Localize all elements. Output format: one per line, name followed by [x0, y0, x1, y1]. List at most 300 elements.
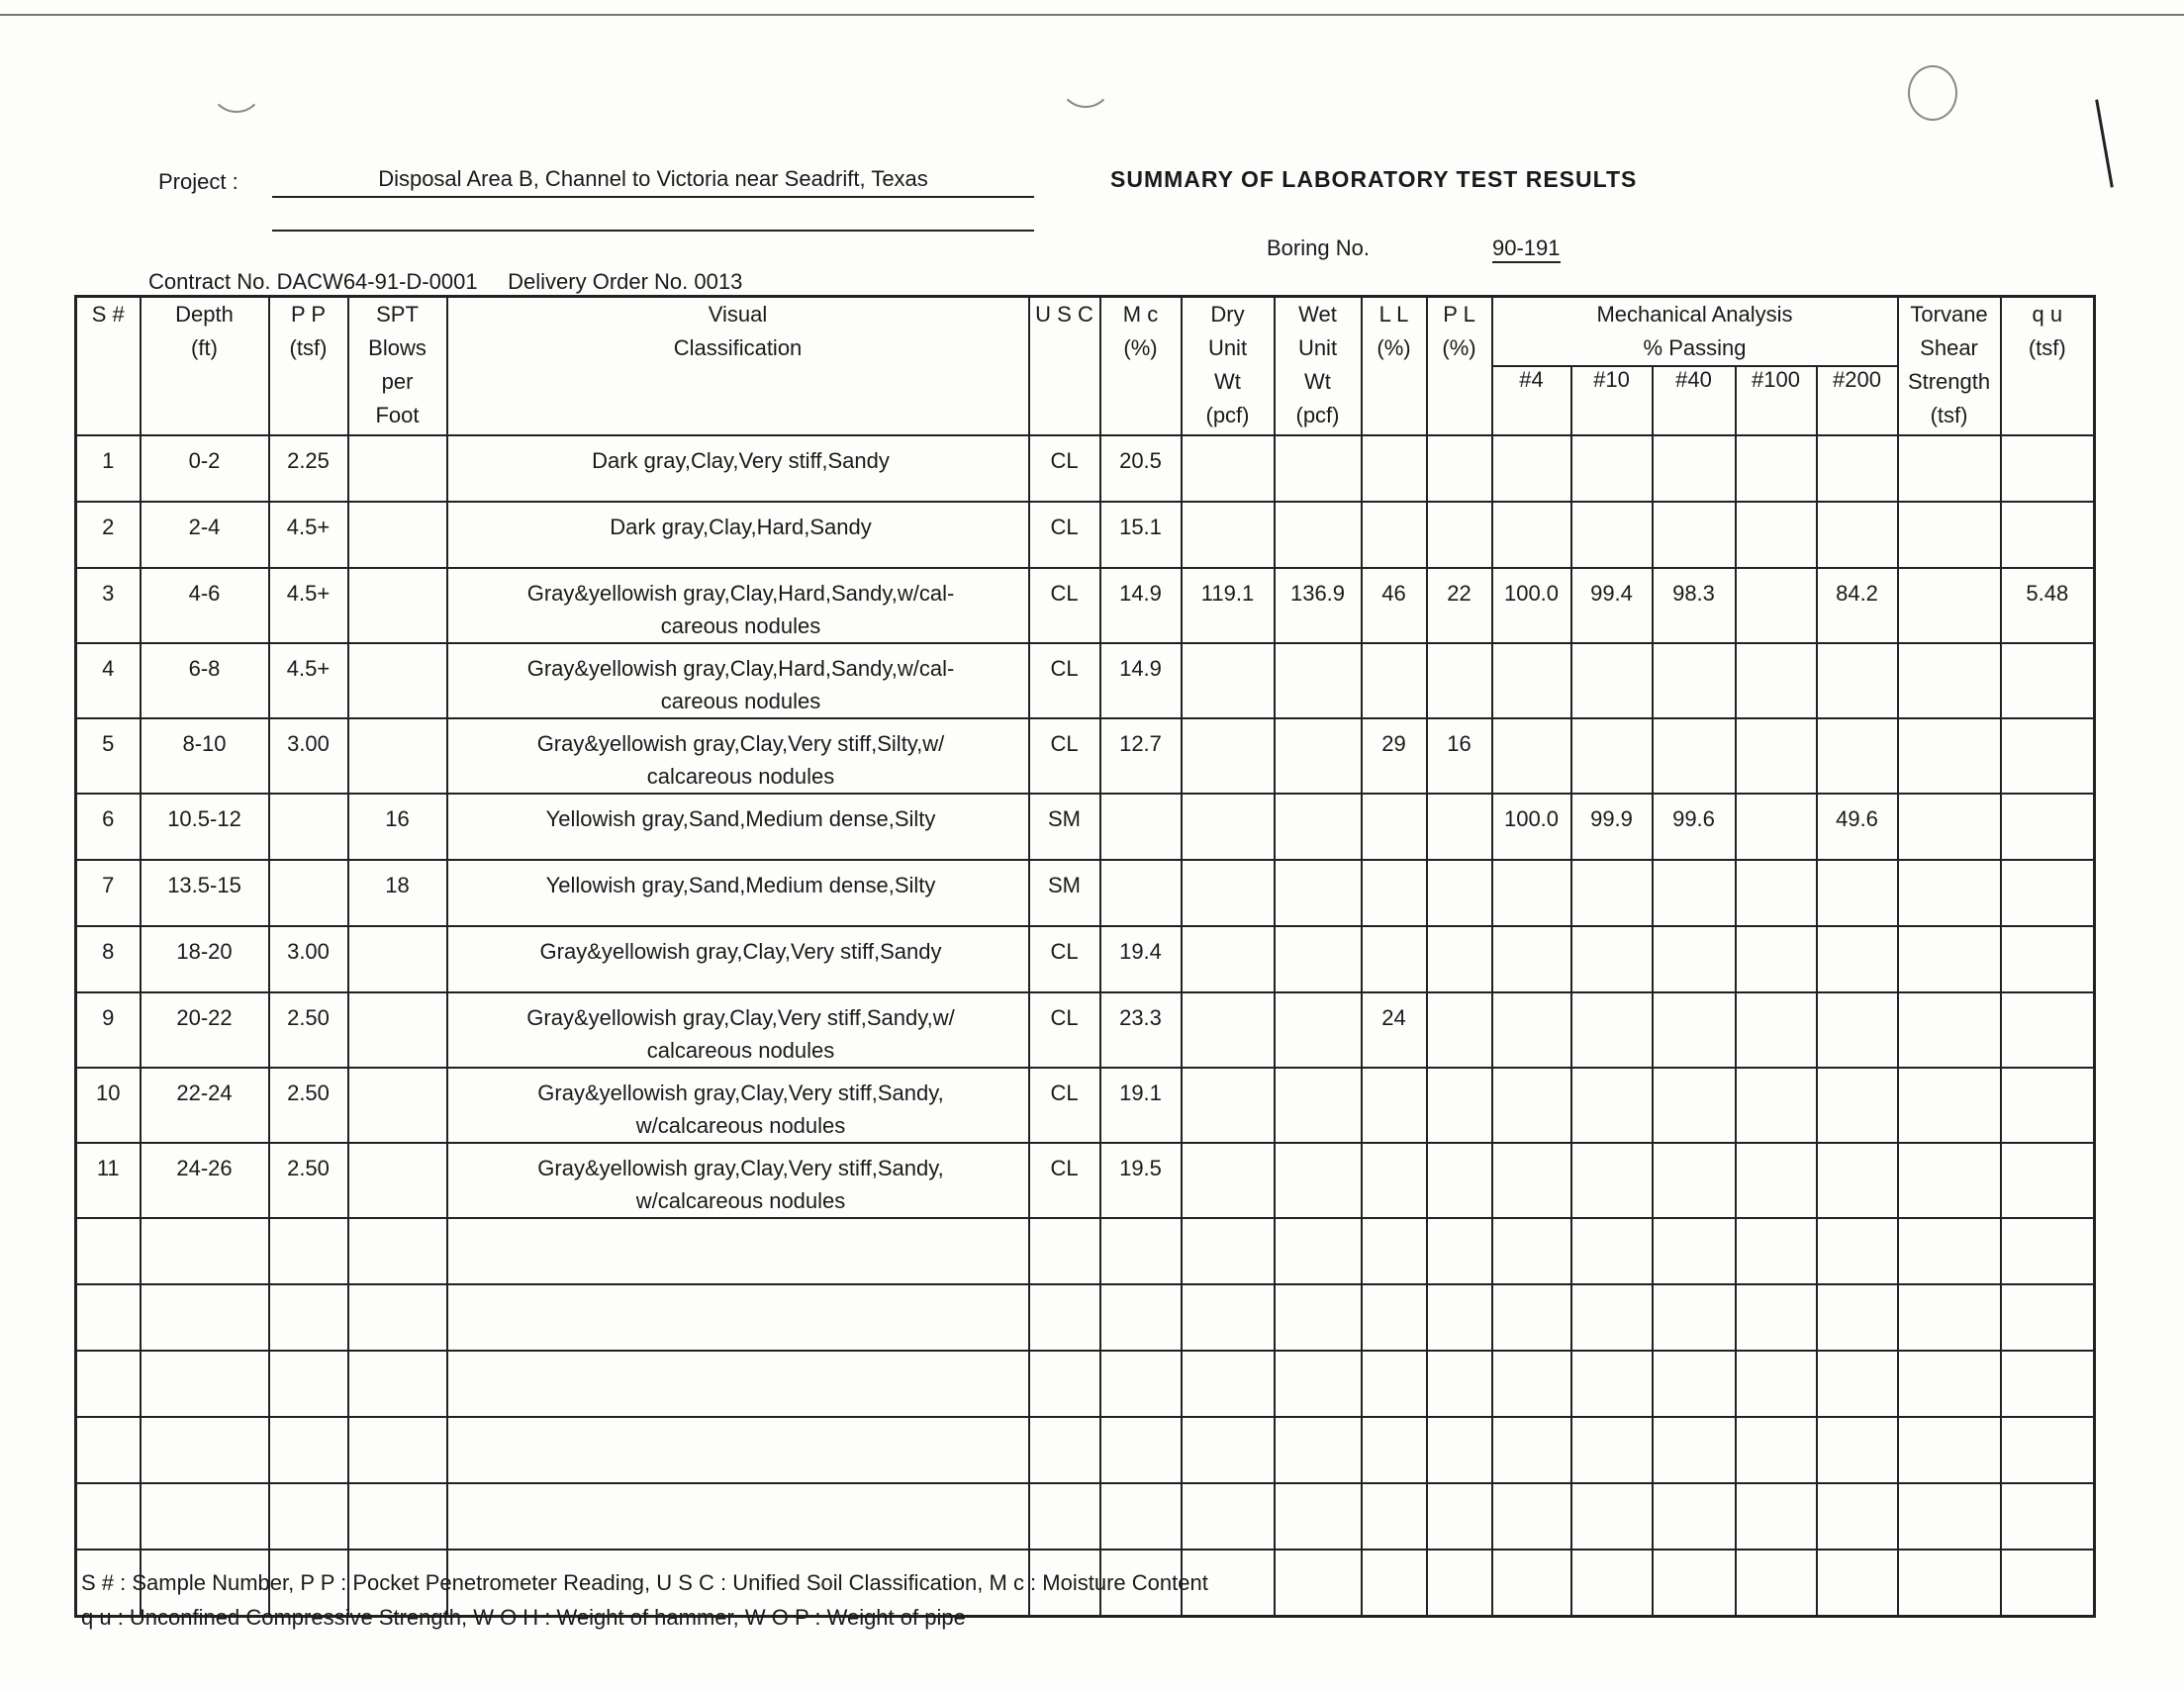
- cell-moisture: 19.1: [1100, 1068, 1182, 1143]
- class-line: careous nodules: [660, 613, 821, 638]
- cell-sieve-200: [1817, 1351, 1898, 1417]
- cell-usc: SM: [1029, 794, 1100, 860]
- cell-plastic-limit: [1427, 1143, 1492, 1218]
- col-header-usc: U S C: [1029, 297, 1100, 436]
- cell-sieve-10: [1571, 1143, 1653, 1218]
- cell-sieve-100: [1736, 1284, 1817, 1351]
- col-header-mech: Mechanical Analysis % Passing: [1492, 297, 1898, 367]
- cell-sieve-100: [1736, 794, 1817, 860]
- cell-qu: [2001, 926, 2095, 992]
- boring-label: Boring No.: [1267, 235, 1370, 260]
- cell-sieve-10: [1571, 860, 1653, 926]
- cell-visual-class: [447, 794, 1029, 860]
- lab-results-table: [74, 295, 2096, 1618]
- cell-depth: 8-10: [141, 718, 269, 794]
- class-line: Dark gray,Clay,Hard,Sandy: [610, 515, 872, 539]
- col-header-spt: SPT Blows per Foot: [348, 297, 447, 436]
- project-underline: [272, 230, 1034, 232]
- cell-depth: 0-2: [141, 435, 269, 502]
- cell-depth: 20-22: [141, 992, 269, 1068]
- cell-sieve-10: [1571, 1284, 1653, 1351]
- cell-sieve-40: [1653, 1351, 1736, 1417]
- cell-liquid-limit: [1362, 794, 1427, 860]
- col-header-sieve-40: #40: [1653, 366, 1736, 435]
- cell-sample-number: 11: [76, 1143, 141, 1218]
- cell-dry-unit-wt: [1182, 1284, 1275, 1351]
- cell-depth: 10.5-12: [141, 794, 269, 860]
- cell-wet-unit-wt: [1275, 1284, 1362, 1351]
- cell-sieve-40: 98.3: [1653, 568, 1736, 643]
- cell-moisture: 14.9: [1100, 643, 1182, 718]
- cell-usc: [1029, 1417, 1100, 1483]
- cell-moisture: [1100, 1483, 1182, 1550]
- cell-liquid-limit: 24: [1362, 992, 1427, 1068]
- col-header-depth: Depth (ft): [141, 297, 269, 436]
- cell-pocket-pen: [269, 1284, 348, 1351]
- table-row: [76, 926, 2095, 992]
- cell-depth: [141, 1483, 269, 1550]
- cell-pocket-pen: 2.25: [269, 435, 348, 502]
- cell-dry-unit-wt: [1182, 1068, 1275, 1143]
- cell-sample-number: 1: [76, 435, 141, 502]
- cell-dry-unit-wt: [1182, 435, 1275, 502]
- cell-plastic-limit: [1427, 643, 1492, 718]
- table-row: [76, 1218, 2095, 1284]
- cell-plastic-limit: [1427, 926, 1492, 992]
- cell-sample-number: [76, 1218, 141, 1284]
- cell-spt-blows: [348, 568, 447, 643]
- table-row: [76, 992, 2095, 1068]
- cell-torvane: [1898, 502, 2001, 568]
- cell-spt-blows: [348, 1417, 447, 1483]
- cell-plastic-limit: [1427, 860, 1492, 926]
- cell-torvane: [1898, 435, 2001, 502]
- cell-sieve-100: [1736, 926, 1817, 992]
- cell-qu: [2001, 1068, 2095, 1143]
- cell-usc: CL: [1029, 568, 1100, 643]
- cell-visual-class: [447, 568, 1029, 643]
- cell-pocket-pen: 2.50: [269, 1143, 348, 1218]
- cell-usc: CL: [1029, 1143, 1100, 1218]
- cell-visual-class: [447, 435, 1029, 502]
- cell-qu: [2001, 794, 2095, 860]
- cell-usc: [1029, 1218, 1100, 1284]
- cell-sieve-10: [1571, 926, 1653, 992]
- cell-sieve-100: [1736, 1417, 1817, 1483]
- table-row: [76, 435, 2095, 502]
- cell-pocket-pen: [269, 860, 348, 926]
- class-line: careous nodules: [660, 689, 821, 713]
- cell-torvane: [1898, 926, 2001, 992]
- cell-depth: 13.5-15: [141, 860, 269, 926]
- cell-sieve-10: [1571, 1068, 1653, 1143]
- cell-moisture: [1100, 1284, 1182, 1351]
- cell-visual-class: [447, 502, 1029, 568]
- cell-wet-unit-wt: [1275, 1218, 1362, 1284]
- col-header-ll: L L (%): [1362, 297, 1427, 436]
- boring-value: 90-191: [1492, 235, 1561, 263]
- cell-visual-class: [447, 1483, 1029, 1550]
- cell-torvane: [1898, 1550, 2001, 1616]
- cell-plastic-limit: [1427, 992, 1492, 1068]
- cell-sieve-40: [1653, 1218, 1736, 1284]
- cell-pocket-pen: [269, 1351, 348, 1417]
- punch-hole-mark: [1908, 65, 1957, 121]
- cell-wet-unit-wt: [1275, 860, 1362, 926]
- cell-sieve-100: [1736, 1483, 1817, 1550]
- cell-torvane: [1898, 860, 2001, 926]
- col-header-sieve-100: #100: [1736, 366, 1817, 435]
- cell-dry-unit-wt: [1182, 992, 1275, 1068]
- cell-sieve-200: [1817, 1218, 1898, 1284]
- cell-depth: 22-24: [141, 1068, 269, 1143]
- cell-dry-unit-wt: [1182, 860, 1275, 926]
- cell-torvane: [1898, 1351, 2001, 1417]
- cell-sieve-4: [1492, 643, 1571, 718]
- cell-usc: CL: [1029, 718, 1100, 794]
- cell-qu: [2001, 1218, 2095, 1284]
- cell-depth: [141, 1218, 269, 1284]
- class-line: Yellowish gray,Sand,Medium dense,Silty: [545, 873, 936, 897]
- cell-visual-class: [447, 1068, 1029, 1143]
- cell-moisture: 19.5: [1100, 1143, 1182, 1218]
- cell-depth: 4-6: [141, 568, 269, 643]
- cell-sieve-40: [1653, 643, 1736, 718]
- cell-liquid-limit: [1362, 1284, 1427, 1351]
- cell-sample-number: 2: [76, 502, 141, 568]
- cell-spt-blows: [348, 992, 447, 1068]
- cell-qu: [2001, 860, 2095, 926]
- cell-dry-unit-wt: [1182, 1143, 1275, 1218]
- cell-sample-number: [76, 1417, 141, 1483]
- cell-moisture: [1100, 1218, 1182, 1284]
- cell-sample-number: 4: [76, 643, 141, 718]
- cell-sieve-4: [1492, 1550, 1571, 1616]
- cell-sieve-40: [1653, 1143, 1736, 1218]
- project-label: Project :: [158, 169, 238, 194]
- cell-dry-unit-wt: [1182, 1218, 1275, 1284]
- col-header-qu: q u (tsf): [2001, 297, 2095, 436]
- cell-moisture: 15.1: [1100, 502, 1182, 568]
- col-header-visual: Visual Classification: [447, 297, 1029, 436]
- cell-plastic-limit: [1427, 1284, 1492, 1351]
- cell-moisture: [1100, 1417, 1182, 1483]
- cell-usc: [1029, 1483, 1100, 1550]
- cell-spt-blows: [348, 1218, 447, 1284]
- cell-sieve-4: [1492, 860, 1571, 926]
- cell-spt-blows: [348, 1068, 447, 1143]
- cell-spt-blows: [348, 718, 447, 794]
- cell-sieve-4: [1492, 435, 1571, 502]
- cell-usc: [1029, 1284, 1100, 1351]
- cell-plastic-limit: [1427, 435, 1492, 502]
- cell-sieve-10: [1571, 1550, 1653, 1616]
- cell-sieve-4: [1492, 1218, 1571, 1284]
- cell-sieve-200: [1817, 1483, 1898, 1550]
- cell-wet-unit-wt: [1275, 926, 1362, 992]
- cell-wet-unit-wt: [1275, 1550, 1362, 1616]
- punch-hole-mark: [210, 59, 263, 113]
- cell-plastic-limit: [1427, 794, 1492, 860]
- cell-liquid-limit: [1362, 502, 1427, 568]
- cell-sieve-100: [1736, 1550, 1817, 1616]
- binder-mark: [2095, 99, 2114, 187]
- cell-sieve-200: [1817, 1417, 1898, 1483]
- punch-hole-mark: [1059, 54, 1112, 108]
- col-header-sieve-200: #200: [1817, 366, 1898, 435]
- cell-visual-class: [447, 718, 1029, 794]
- cell-sieve-200: [1817, 1068, 1898, 1143]
- cell-sieve-4: [1492, 1483, 1571, 1550]
- cell-spt-blows: [348, 1284, 447, 1351]
- cell-sieve-4: [1492, 926, 1571, 992]
- cell-dry-unit-wt: [1182, 643, 1275, 718]
- cell-spt-blows: [348, 435, 447, 502]
- cell-usc: [1029, 1351, 1100, 1417]
- cell-torvane: [1898, 1483, 2001, 1550]
- col-header-pl: P L (%): [1427, 297, 1492, 436]
- table-row: [76, 1483, 2095, 1550]
- cell-wet-unit-wt: [1275, 1143, 1362, 1218]
- cell-dry-unit-wt: [1182, 1351, 1275, 1417]
- cell-torvane: [1898, 794, 2001, 860]
- table-row: [76, 1351, 2095, 1417]
- cell-torvane: [1898, 718, 2001, 794]
- footer-legend-line1: S # : Sample Number, P P : Pocket Penetrometer Reading, U S C : Unified Soil Classification, M c : Moisture Content: [81, 1570, 1208, 1595]
- cell-torvane: [1898, 992, 2001, 1068]
- cell-torvane: [1898, 1218, 2001, 1284]
- cell-pocket-pen: 2.50: [269, 1068, 348, 1143]
- class-line: w/calcareous nodules: [635, 1113, 846, 1138]
- cell-sieve-40: [1653, 1284, 1736, 1351]
- cell-sieve-10: [1571, 1483, 1653, 1550]
- cell-visual-class: [447, 643, 1029, 718]
- cell-sieve-100: [1736, 1068, 1817, 1143]
- table-row: [76, 1284, 2095, 1351]
- cell-sieve-200: [1817, 502, 1898, 568]
- cell-usc: CL: [1029, 992, 1100, 1068]
- cell-pocket-pen: 2.50: [269, 992, 348, 1068]
- cell-pocket-pen: 3.00: [269, 718, 348, 794]
- cell-plastic-limit: [1427, 1550, 1492, 1616]
- cell-visual-class: [447, 1351, 1029, 1417]
- cell-qu: [2001, 718, 2095, 794]
- cell-sieve-10: 99.9: [1571, 794, 1653, 860]
- cell-sieve-100: [1736, 502, 1817, 568]
- footer-legend-line2: q u : Unconfined Compressive Strength, W O H : Weight of hammer, W O P : Weight of pipe: [81, 1605, 966, 1630]
- cell-liquid-limit: [1362, 643, 1427, 718]
- cell-sieve-40: [1653, 1417, 1736, 1483]
- cell-torvane: [1898, 1284, 2001, 1351]
- col-header-mc: M c (%): [1100, 297, 1182, 436]
- table-row: [76, 1417, 2095, 1483]
- cell-sieve-100: [1736, 860, 1817, 926]
- class-line: Dark gray,Clay,Very stiff,Sandy: [592, 448, 890, 473]
- cell-usc: CL: [1029, 643, 1100, 718]
- cell-dry-unit-wt: [1182, 502, 1275, 568]
- cell-wet-unit-wt: [1275, 502, 1362, 568]
- col-header-dry: Dry Unit Wt (pcf): [1182, 297, 1275, 436]
- cell-sieve-200: 84.2: [1817, 568, 1898, 643]
- cell-qu: [2001, 1550, 2095, 1616]
- cell-sieve-4: [1492, 718, 1571, 794]
- cell-sieve-4: 100.0: [1492, 568, 1571, 643]
- cell-pocket-pen: [269, 1483, 348, 1550]
- cell-moisture: 14.9: [1100, 568, 1182, 643]
- cell-sample-number: 9: [76, 992, 141, 1068]
- cell-moisture: 19.4: [1100, 926, 1182, 992]
- cell-wet-unit-wt: [1275, 1068, 1362, 1143]
- table-row: [76, 718, 2095, 794]
- cell-qu: [2001, 1143, 2095, 1218]
- cell-qu: [2001, 502, 2095, 568]
- cell-sieve-40: [1653, 502, 1736, 568]
- cell-wet-unit-wt: [1275, 1351, 1362, 1417]
- cell-sample-number: 7: [76, 860, 141, 926]
- cell-dry-unit-wt: [1182, 794, 1275, 860]
- cell-sieve-40: [1653, 926, 1736, 992]
- cell-visual-class: [447, 1218, 1029, 1284]
- cell-wet-unit-wt: [1275, 992, 1362, 1068]
- cell-moisture: [1100, 1351, 1182, 1417]
- class-line: Gray&yellowish gray,Clay,Hard,Sandy,w/cal-: [526, 581, 955, 606]
- cell-spt-blows: [348, 502, 447, 568]
- cell-moisture: 12.7: [1100, 718, 1182, 794]
- cell-wet-unit-wt: [1275, 435, 1362, 502]
- cell-liquid-limit: [1362, 435, 1427, 502]
- cell-sieve-40: [1653, 860, 1736, 926]
- cell-sieve-200: [1817, 718, 1898, 794]
- cell-pocket-pen: 4.5+: [269, 568, 348, 643]
- cell-torvane: [1898, 1143, 2001, 1218]
- cell-sieve-4: [1492, 1143, 1571, 1218]
- cell-dry-unit-wt: [1182, 1417, 1275, 1483]
- cell-sieve-40: [1653, 992, 1736, 1068]
- cell-sieve-200: [1817, 926, 1898, 992]
- contract-info: Contract No. DACW64-91-D-0001 Delivery Order No. 0013: [148, 269, 743, 294]
- cell-wet-unit-wt: [1275, 1483, 1362, 1550]
- cell-plastic-limit: [1427, 1417, 1492, 1483]
- cell-sieve-10: [1571, 435, 1653, 502]
- cell-spt-blows: [348, 1143, 447, 1218]
- cell-sieve-200: [1817, 1550, 1898, 1616]
- cell-usc: CL: [1029, 502, 1100, 568]
- cell-sieve-4: [1492, 502, 1571, 568]
- cell-liquid-limit: [1362, 1417, 1427, 1483]
- cell-wet-unit-wt: 136.9: [1275, 568, 1362, 643]
- cell-sieve-40: [1653, 1483, 1736, 1550]
- cell-sieve-40: 99.6: [1653, 794, 1736, 860]
- col-header-wet: Wet Unit Wt (pcf): [1275, 297, 1362, 436]
- cell-moisture: [1100, 860, 1182, 926]
- cell-spt-blows: [348, 643, 447, 718]
- cell-visual-class: [447, 992, 1029, 1068]
- cell-dry-unit-wt: [1182, 718, 1275, 794]
- cell-liquid-limit: [1362, 926, 1427, 992]
- cell-moisture: 23.3: [1100, 992, 1182, 1068]
- cell-sieve-4: [1492, 1068, 1571, 1143]
- col-header-torvane: Torvane Shear Strength (tsf): [1898, 297, 2001, 436]
- cell-sieve-100: [1736, 1218, 1817, 1284]
- cell-sieve-10: [1571, 502, 1653, 568]
- cell-sieve-100: [1736, 992, 1817, 1068]
- cell-spt-blows: 18: [348, 860, 447, 926]
- class-line: Gray&yellowish gray,Clay,Very stiff,Sandy: [539, 939, 942, 964]
- cell-sieve-4: [1492, 1351, 1571, 1417]
- cell-visual-class: [447, 926, 1029, 992]
- table-row: [76, 860, 2095, 926]
- cell-qu: [2001, 435, 2095, 502]
- class-line: w/calcareous nodules: [635, 1188, 846, 1213]
- cell-sample-number: 10: [76, 1068, 141, 1143]
- cell-pocket-pen: [269, 794, 348, 860]
- report-title: SUMMARY OF LABORATORY TEST RESULTS: [1110, 166, 1638, 192]
- cell-sample-number: [76, 1351, 141, 1417]
- class-line: Gray&yellowish gray,Clay,Very stiff,Sandy,: [537, 1156, 944, 1180]
- cell-plastic-limit: 22: [1427, 568, 1492, 643]
- cell-pocket-pen: [269, 1218, 348, 1284]
- cell-qu: [2001, 1417, 2095, 1483]
- cell-pocket-pen: [269, 1417, 348, 1483]
- cell-sieve-10: [1571, 718, 1653, 794]
- cell-plastic-limit: [1427, 1068, 1492, 1143]
- col-header-s: S #: [76, 297, 141, 436]
- cell-sieve-100: [1736, 1143, 1817, 1218]
- cell-sample-number: 8: [76, 926, 141, 992]
- cell-sieve-100: [1736, 1351, 1817, 1417]
- cell-sieve-200: [1817, 860, 1898, 926]
- class-line: calcareous nodules: [646, 764, 835, 789]
- cell-liquid-limit: [1362, 1351, 1427, 1417]
- cell-wet-unit-wt: [1275, 643, 1362, 718]
- cell-depth: [141, 1351, 269, 1417]
- cell-sieve-4: 100.0: [1492, 794, 1571, 860]
- cell-visual-class: [447, 860, 1029, 926]
- cell-wet-unit-wt: [1275, 1417, 1362, 1483]
- cell-depth: 18-20: [141, 926, 269, 992]
- cell-sieve-40: [1653, 1550, 1736, 1616]
- cell-sample-number: 6: [76, 794, 141, 860]
- cell-torvane: [1898, 1417, 2001, 1483]
- cell-sample-number: [76, 1483, 141, 1550]
- cell-sieve-100: [1736, 643, 1817, 718]
- class-line: Gray&yellowish gray,Clay,Hard,Sandy,w/cal-: [526, 656, 955, 681]
- cell-liquid-limit: 46: [1362, 568, 1427, 643]
- table-row: [76, 502, 2095, 568]
- cell-liquid-limit: [1362, 1218, 1427, 1284]
- col-header-sieve-10: #10: [1571, 366, 1653, 435]
- cell-sieve-40: [1653, 1068, 1736, 1143]
- cell-spt-blows: [348, 1483, 447, 1550]
- scan-top-edge: [0, 14, 2184, 16]
- cell-sieve-100: [1736, 718, 1817, 794]
- class-line: calcareous nodules: [646, 1038, 835, 1063]
- cell-visual-class: [447, 1284, 1029, 1351]
- cell-sieve-100: [1736, 568, 1817, 643]
- cell-usc: CL: [1029, 1068, 1100, 1143]
- cell-sieve-4: [1492, 992, 1571, 1068]
- cell-torvane: [1898, 643, 2001, 718]
- cell-torvane: [1898, 568, 2001, 643]
- cell-moisture: [1100, 794, 1182, 860]
- cell-sieve-100: [1736, 435, 1817, 502]
- cell-depth: 2-4: [141, 502, 269, 568]
- cell-sieve-200: [1817, 1284, 1898, 1351]
- table-row: [76, 568, 2095, 643]
- cell-pocket-pen: 4.5+: [269, 502, 348, 568]
- cell-sieve-200: [1817, 435, 1898, 502]
- cell-sieve-10: [1571, 1351, 1653, 1417]
